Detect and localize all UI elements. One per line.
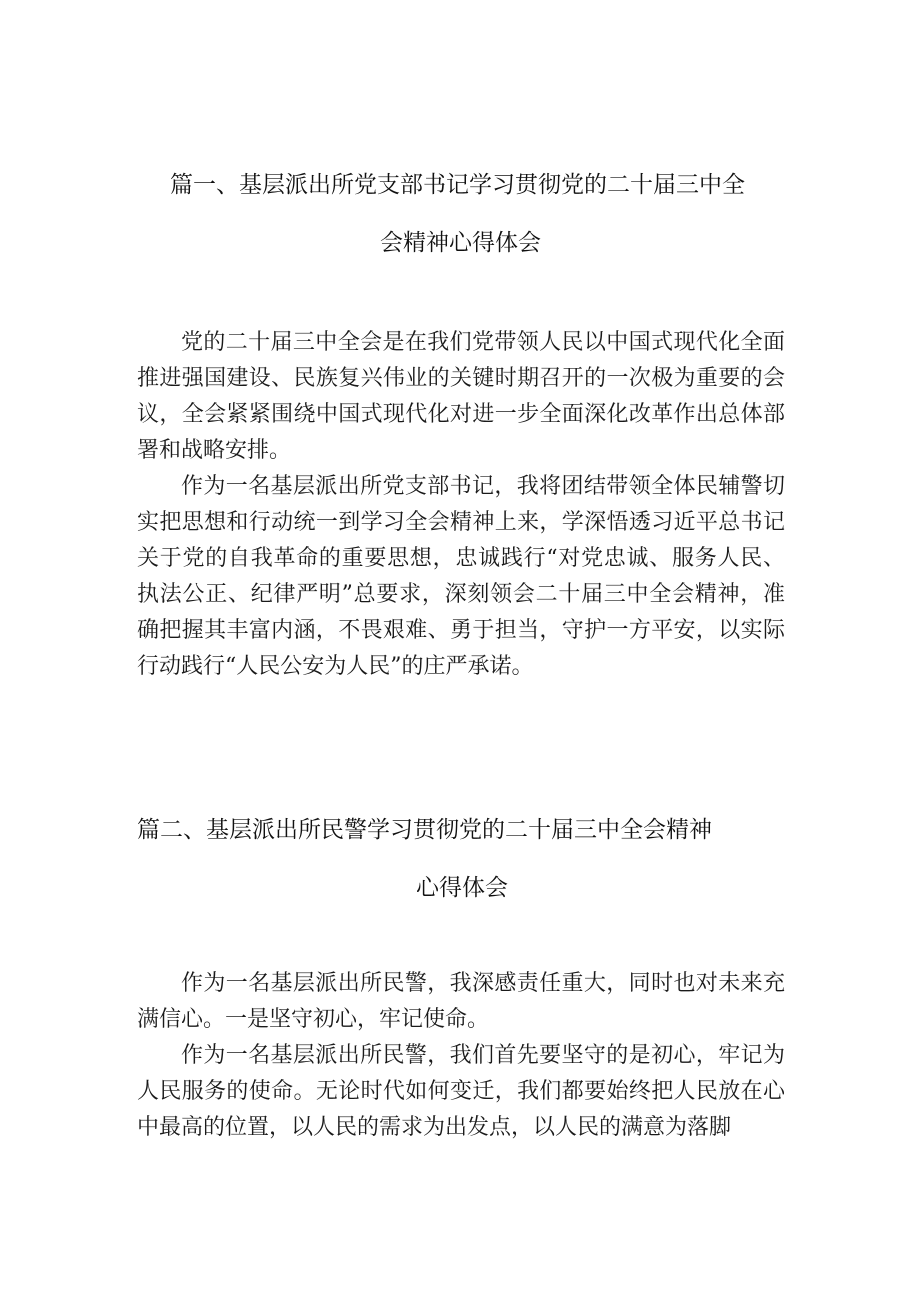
section1-title-line1: 篇一、基层派出所党支部书记学习贯彻党的二十届三中全 — [170, 172, 745, 198]
section1-body — [137, 325, 785, 685]
section2-body — [137, 966, 785, 1146]
section1-title-line2: 会精神心得体会 — [380, 230, 541, 256]
section2-paragraph-2: 作为一名基层派出所民警，我们首先要坚守的是初心，牢记为人民服务的使命。无论时代如何变迁，我们都要始终把人民放在心中最高的位置，以人民的需求为出发点，以人民的满意为落脚 — [137, 1043, 785, 1140]
section2-paragraph-1: 作为一名基层派出所民警，我深感责任重大，同时也对未来充满信心。一是坚守初心，牢记使命。 — [137, 971, 785, 1032]
section1-paragraph-2: 作为一名基层派出所党支部书记，我将团结带领全体民辅警切实把思想和行动统一到学习全会精神上来，学深悟透习近平总书记关于党的自我革命的重要思想，忠诚践行“对党忠诚、服务人民、执法公正、纪律严明”总要求，深刻领会二十届三中全会精神，准确把握其丰富内涵，不畏艰难、勇于担当，守护一方平安，以实际行动践行“人民公安为人民”的庄严承诺。 — [137, 474, 785, 679]
section2-title-line2: 心得体会 — [416, 875, 508, 901]
section2-title-line1: 篇二、基层派出所民警学习贯彻党的二十届三中全会精神 — [137, 817, 712, 843]
section1-paragraph-1: 党的二十届三中全会是在我们党带领人民以中国式现代化全面推进强国建设、民族复兴伟业的关键时期召开的一次极为重要的会议，全会紧紧围绕中国式现代化对进一步全面深化改革作出总体部署和战略安排。 — [137, 330, 785, 463]
